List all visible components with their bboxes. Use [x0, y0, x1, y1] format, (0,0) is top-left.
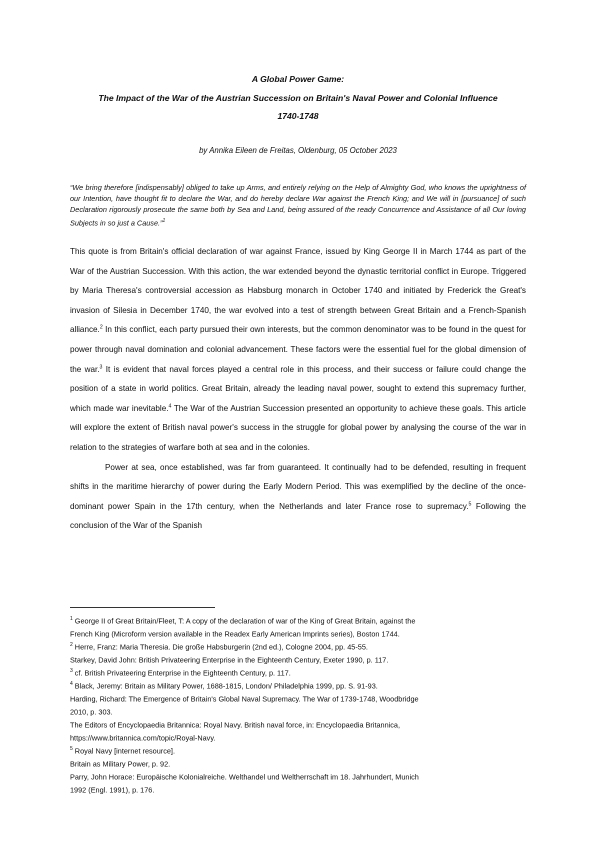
- text-run: In this conflict, each party pursued their own interests, but the common denominator was to be found in the quest for power through naval domination and colonial advancement. These factors were the essential fuel for the global dimension of the war.: [70, 325, 526, 374]
- footnote-line: [70, 627, 526, 640]
- footnote-number: 5: [70, 746, 73, 753]
- footnote-text: 2010, p. 303.: [70, 707, 113, 717]
- footnote-text: Britain as Military Power, p. 92.: [70, 759, 171, 769]
- text-run: This quote is from Britain's official declaration of war against France, issued by King George II in March 1744 as part of the War of the Austrian Succession. With this action, the war extended beyond the dynastic territorial conflict in Europe. Triggered by Maria Theresa's controversial accession as Habsburg monarch in October 1740 and initiated by Frederick the Great's invasion of Silesia in December 1740, the war evolved into a test of strength between Great Britain and a French-Spanish alliance.: [70, 247, 526, 335]
- paragraph-1: [70, 242, 526, 458]
- footnote-line: [70, 718, 526, 731]
- title-line-2: The Impact of the War of the Austrian Succession on Britain's Naval Power and Colonial Influence: [98, 92, 498, 103]
- text-run: The War of the Austrian Succession presented an opportunity to achieve these goals. This article will explore the extent of British naval power's success in the struggle for global power by analysing the course of the war in relation to the strategies of warfare both at sea and in the colonies.: [70, 403, 526, 452]
- footnote-separator: [70, 607, 215, 608]
- footnote-line: [70, 783, 526, 796]
- footnote-number: 2: [70, 642, 73, 649]
- footnote-link[interactable]: https://www.britannica.com/topic/Royal-Navy.: [70, 733, 216, 743]
- footnote-line: [70, 640, 526, 653]
- footnote-number: 4: [70, 681, 73, 688]
- epigraph-quote: [70, 182, 526, 228]
- footnote-ref[interactable]: 5: [468, 501, 472, 507]
- footnote-ref[interactable]: 1: [162, 217, 166, 224]
- footnote-line: [70, 614, 526, 627]
- author-byline: by Annika Eileen de Freitas, Oldenburg, 05 October 2023: [199, 146, 397, 155]
- quote-text: “We bring therefore [indispensably] obliged to take up Arms, and entirely relying on the Help of Almighty God, who knows the uprightness of our Intention, have thought fit to declare the War, and do hereby declare War against the French King; and We will in [pursuance] of such Declaration rigorously prosecute the same both by Sea and Land, being assured of the ready Concurrence and Assistance of all Our loving Subjects in so just a Cause.”: [70, 183, 526, 228]
- footnote-text: French King (Microform version available in the Readex Early American Imprints series), Boston 1744.: [70, 629, 400, 639]
- footnote-ref[interactable]: 2: [99, 324, 103, 331]
- footnote-line: [70, 757, 526, 770]
- footnote-line: [70, 692, 526, 705]
- footnote-text: Royal Navy [internet resource].: [72, 746, 175, 756]
- footnote-line: [70, 666, 526, 679]
- footnote-line: [70, 653, 526, 666]
- footnote-line: [70, 770, 526, 783]
- footnote-number: 3: [70, 668, 73, 675]
- text-run: Power at sea, once established, was far from guaranteed. It continually had to be defended, resulting in frequent shifts in the maritime hierarchy of power during the Early Modern Period. This was exemplified by the decline of the once-dominant power Spain in the 17th century, when the Netherlands and later France rose to supremacy.: [70, 462, 526, 511]
- footnote-line: [70, 679, 526, 692]
- footnote-number: 1: [70, 616, 73, 622]
- footnote-text: Herre, Franz: Maria Theresia. Die große Habsburgerin (2nd ed.), Cologne 2004, pp. 45-55.: [72, 642, 368, 652]
- footnotes: [70, 614, 526, 796]
- footnote-text: The Editors of Encyclopaedia Britannica: Royal Navy. British naval force, in: Encyclopaedia Britannica,: [70, 720, 401, 730]
- footnote-text: cf. British Privateering Enterprise in the Eighteenth Century, p. 117.: [72, 668, 291, 678]
- text-run: It is evident that naval forces played a central role in this process, and their success or failure could change the position of a state in world politics. Great Britain, already the leading naval power, sought to extend this supremacy further, which made war inevitable.: [70, 364, 526, 413]
- footnote-ref[interactable]: 4: [168, 403, 172, 410]
- article-title: [60, 70, 536, 126]
- footnote-text: Parry, John Horace: Europäische Kolonialreiche. Welthandel und Weltherrschaft im 18. Jahrhundert, Munich: [70, 772, 419, 782]
- title-line-1: A Global Power Game:: [251, 74, 345, 84]
- footnote-line: [70, 731, 526, 744]
- paragraph-2: [70, 458, 526, 536]
- footnote-line: [70, 744, 526, 757]
- footnote-text: George II of Great Britain/Fleet, T: A copy of the declaration of war of the King of Great Britain, against the: [72, 616, 416, 626]
- text-run: Following the conclusion of the War of the Spanish: [70, 501, 526, 531]
- title-line-3: 1740-1748: [277, 111, 319, 121]
- footnote-text: 1992 (Engl. 1991), p. 176.: [70, 785, 155, 795]
- footnote-text: Harding, Richard: The Emergence of Britain's Global Naval Supremacy. The War of 1739-1748, Woodbridge: [70, 694, 419, 704]
- footnote-text: Black, Jeremy: Britain as Military Power, 1688-1815, London/ Philadelphia 1999, pp. S. 91-93.: [72, 681, 378, 691]
- footnote-line: [70, 705, 526, 718]
- body-text: [70, 242, 526, 536]
- footnote-ref[interactable]: 3: [99, 363, 103, 370]
- footnote-text: Starkey, David John: British Privateering Enterprise in the Eighteenth Century, Exeter 1990, p. 117.: [70, 655, 389, 665]
